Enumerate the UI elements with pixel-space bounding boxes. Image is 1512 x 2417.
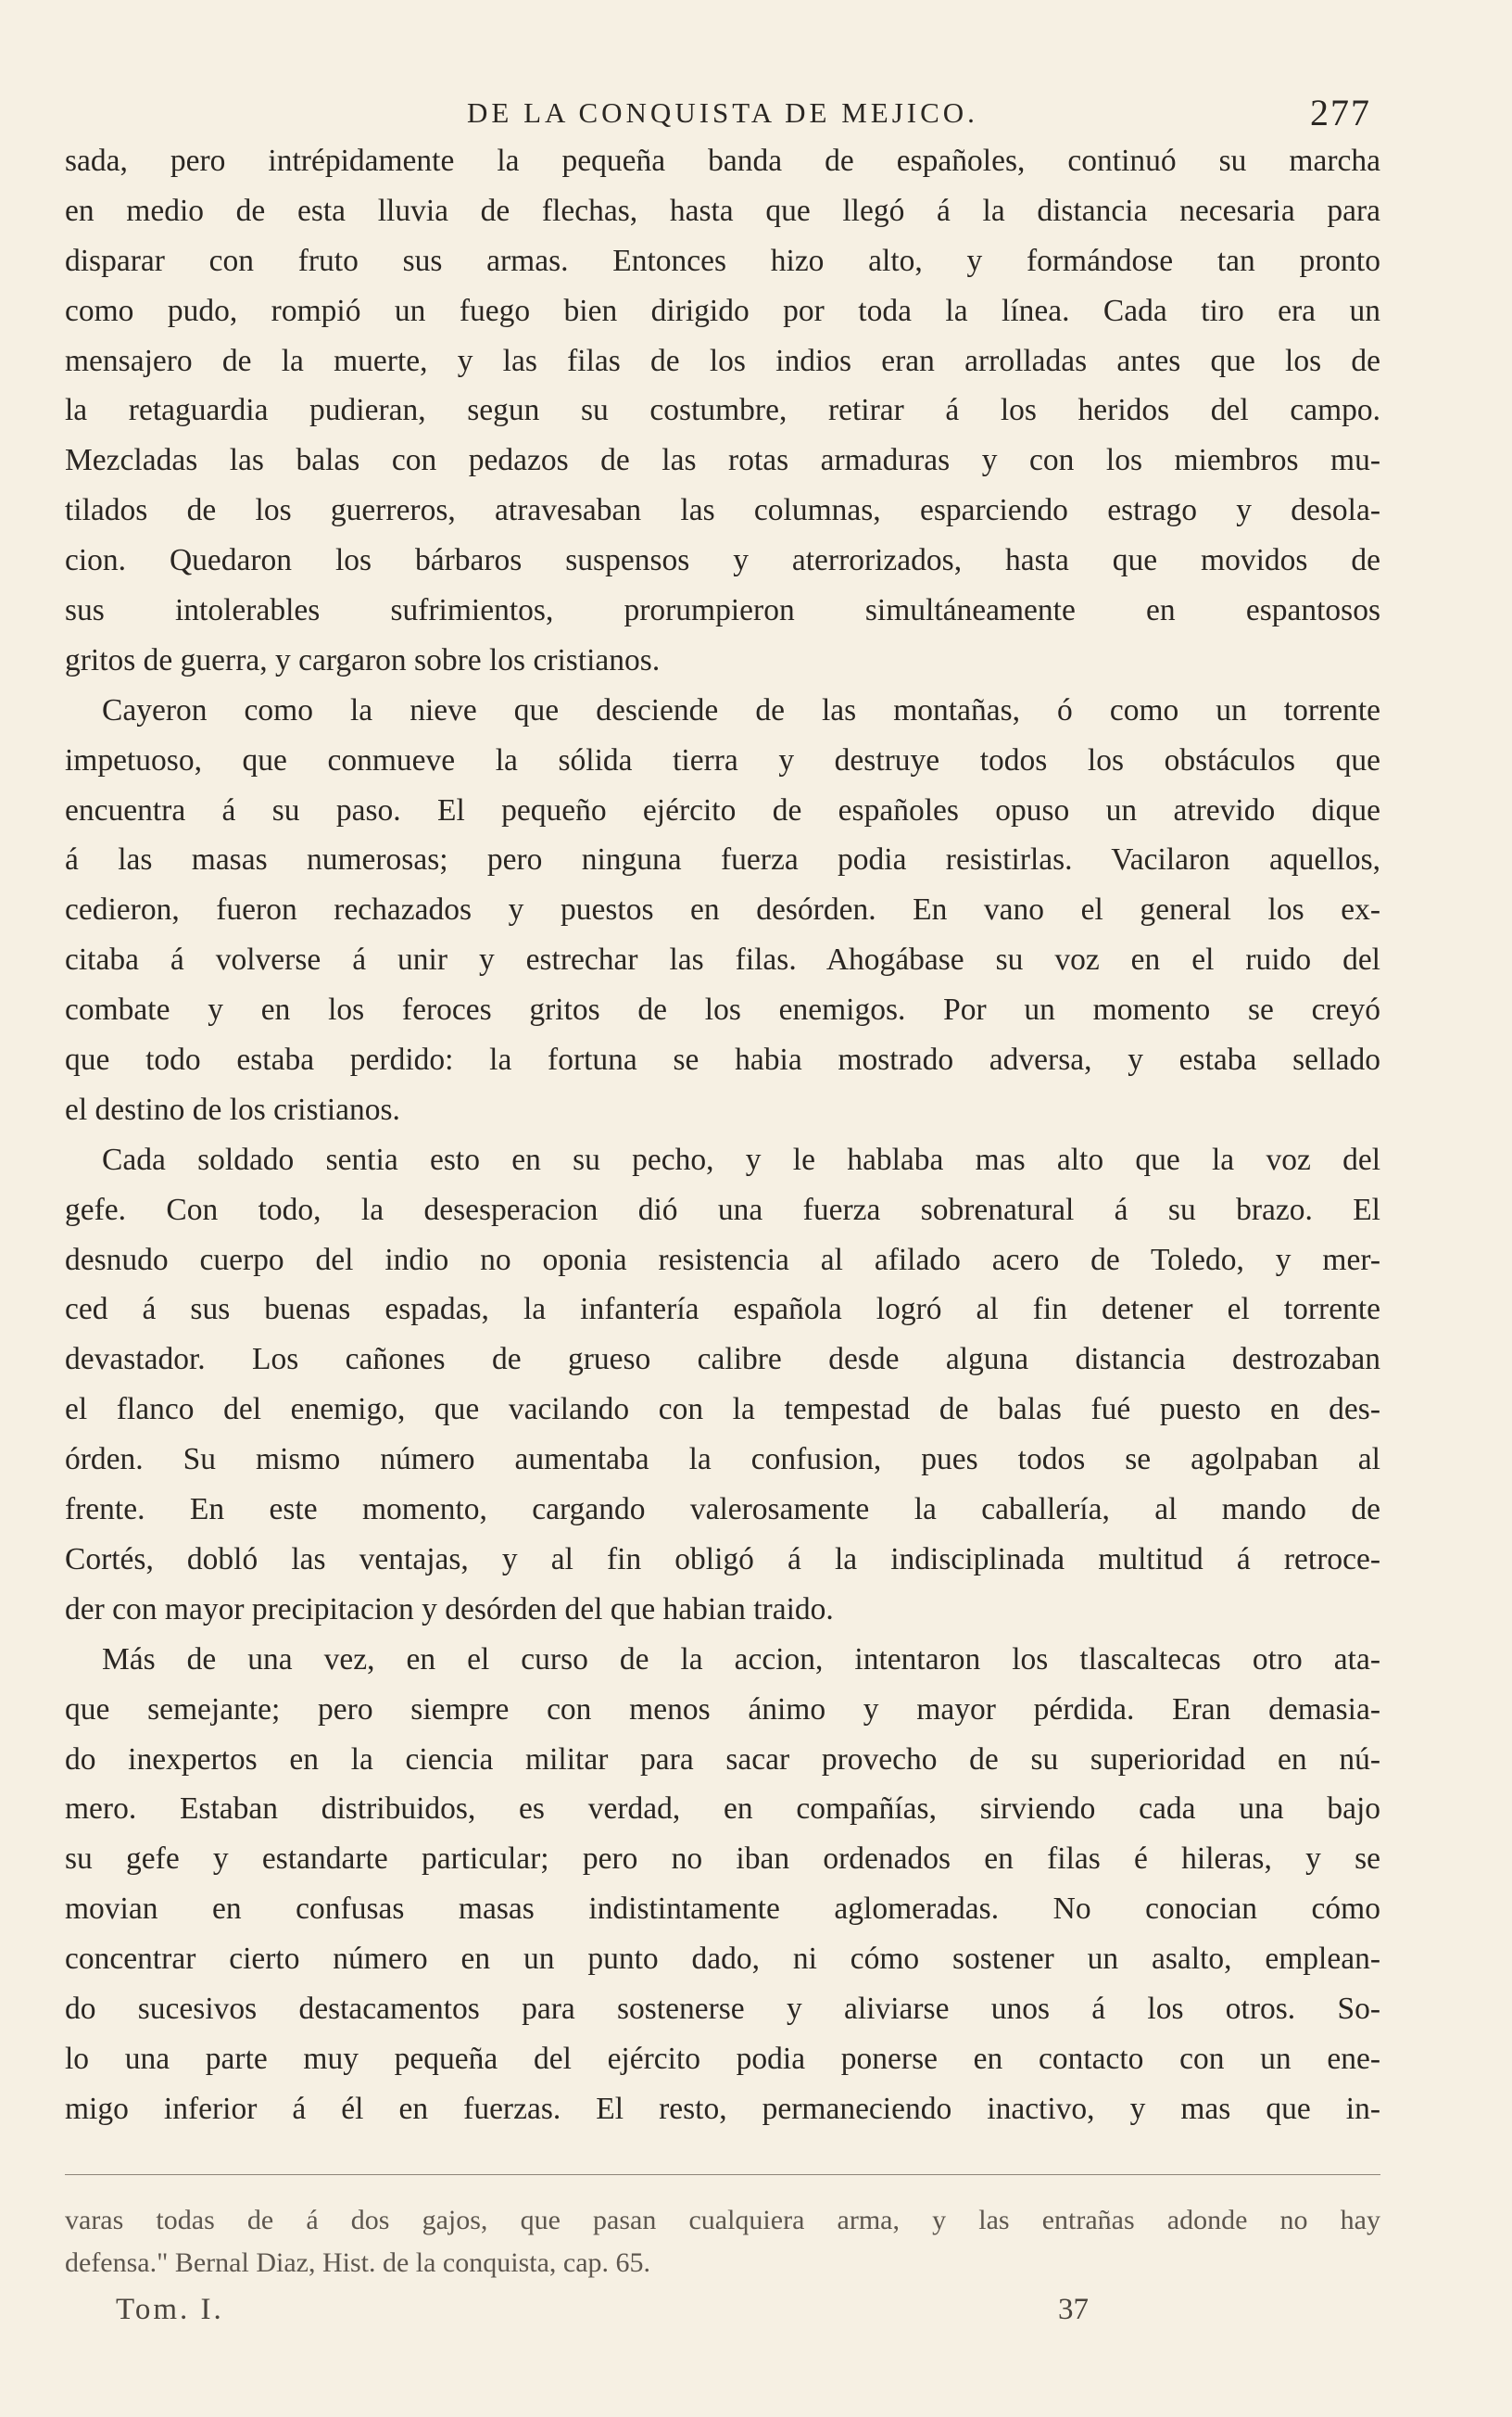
footnote [65,2199,1380,2284]
text-line: órden. Su mismo número aumentaba la confusion, pues todos se agolpaban al [65,1442,1380,1477]
text-line: gefe. Con todo, la desesperacion dió una fuerza sobrenatural á su brazo. El [65,1192,1380,1227]
text-line: desnudo cuerpo del indio no oponia resistencia al afilado acero de Toledo, y mer- [65,1242,1380,1277]
text-line: su gefe y estandarte particular; pero no iban ordenados en filas é hileras, y se [65,1841,1380,1877]
text-line: combate y en los feroces gritos de los enemigos. Por un momento se creyó [65,993,1380,1028]
text-line: la retaguardia pudieran, segun su costumbre, retirar á los heridos del campo. [65,393,1380,428]
volume-mark: Tom. I. [116,2293,224,2326]
text-line: que semejante; pero siempre con menos ánimo y mayor pérdida. Eran demasia- [65,1691,1380,1727]
text-line: citaba á volverse á unir y estrechar las filas. Ahogábase su voz en el ruido del [65,943,1380,978]
text-line: cion. Quedaron los bárbaros suspensos y aterrorizados, hasta que movidos de [65,543,1380,578]
text-line: mensajero de la muerte, y las filas de los indios eran arrolladas antes que los de [65,343,1380,378]
text-line: el flanco del enemigo, que vacilando con la tempestad de balas fué puesto en des- [65,1392,1380,1427]
body-text [65,136,1380,2134]
text-line: cedieron, fueron rechazados y puestos en desórden. En vano el general los ex- [65,892,1380,928]
text-line: Mezcladas las balas con pedazos de las rotas armaduras y con los miembros mu- [65,443,1380,478]
text-line: encuentra á su paso. El pequeño ejército de españoles opuso un atrevido dique [65,792,1380,828]
text-line: lo una parte muy pequeña del ejército podia ponerse en contacto con un ene- [65,2041,1380,2076]
text-line: como pudo, rompió un fuego bien dirigido por toda la línea. Cada tiro era un [65,293,1380,328]
paragraph-end-line: der con mayor precipitacion y desórden del que habian traido. [65,1591,834,1626]
text-line: mero. Estaban distribuidos, es verdad, en compañías, sirviendo cada una bajo [65,1791,1380,1827]
footnote-divider [65,2174,1380,2175]
paragraph-end-line: el destino de los cristianos. [65,1092,400,1127]
sheet-number: 37 [1058,2293,1089,2326]
text-line: ced á sus buenas espadas, la infantería española logró al fin detener el torrente [65,1292,1380,1327]
paragraph-start-line: Más de una vez, en el curso de la accion, intentaron los tlascaltecas otro ata- [102,1641,1380,1677]
text-line: sus intolerables sufrimientos, prorumpieron simultáneamente en espantosos [65,593,1380,628]
footnote-line: varas todas de á dos gajos, que pasan cualquiera arma, y las entrañas adonde no hay [65,2205,1380,2235]
text-line: do inexpertos en la ciencia militar para sacar provecho de su superioridad en nú- [65,1741,1380,1777]
text-line: impetuoso, que conmueve la sólida tierra y destruye todos los obstáculos que [65,742,1380,778]
text-line: á las masas numerosas; pero ninguna fuerza podia resistirlas. Vacilaron aquellos, [65,842,1380,878]
paragraph-end-line: gritos de guerra, y cargaron sobre los cristianos. [65,642,661,677]
text-line: Cortés, dobló las ventajas, y al fin obligó á la indisciplinada multitud á retroce- [65,1541,1380,1576]
text-line: movian en confusas masas indistintamente aglomeradas. No conocian cómo [65,1892,1380,1927]
text-line: en medio de esta lluvia de flechas, hasta que llegó á la distancia necesaria para [65,193,1380,228]
page-number: 277 [1310,92,1371,133]
running-title: DE LA CONQUISTA DE MEJICO. [467,96,978,129]
text-line: disparar con fruto sus armas. Entonces hizo alto, y formándose tan pronto [65,243,1380,278]
paragraph-start-line: Cada soldado sentia esto en su pecho, y le hablaba mas alto que la voz del [102,1142,1380,1177]
text-line: frente. En este momento, cargando valerosamente la caballería, al mando de [65,1492,1380,1527]
paragraph-start-line: Cayeron como la nieve que desciende de las montañas, ó como un torrente [102,692,1380,728]
text-line: do sucesivos destacamentos para sostenerse y aliviarse unos á los otros. So- [65,1991,1380,2026]
text-line: tilados de los guerreros, atravesaban las columnas, esparciendo estrago y desola- [65,493,1380,528]
text-line: concentrar cierto número en un punto dado, ni cómo sostener un asalto, emplean- [65,1942,1380,1977]
text-line: devastador. Los cañones de grueso calibre desde alguna distancia destrozaban [65,1342,1380,1377]
printer-signature [116,2287,1089,2332]
text-line: que todo estaba perdido: la fortuna se habia mostrado adversa, y estaba sellado [65,1043,1380,1078]
text-line: migo inferior á él en fuerzas. El resto, permaneciendo inactivo, y mas que in- [65,2091,1380,2126]
text-line: sada, pero intrépidamente la pequeña banda de españoles, continuó su marcha [65,144,1380,178]
running-header [74,93,1371,133]
footnote-line: defensa." Bernal Diaz, Hist. de la conquista, cap. 65. [65,2247,651,2278]
